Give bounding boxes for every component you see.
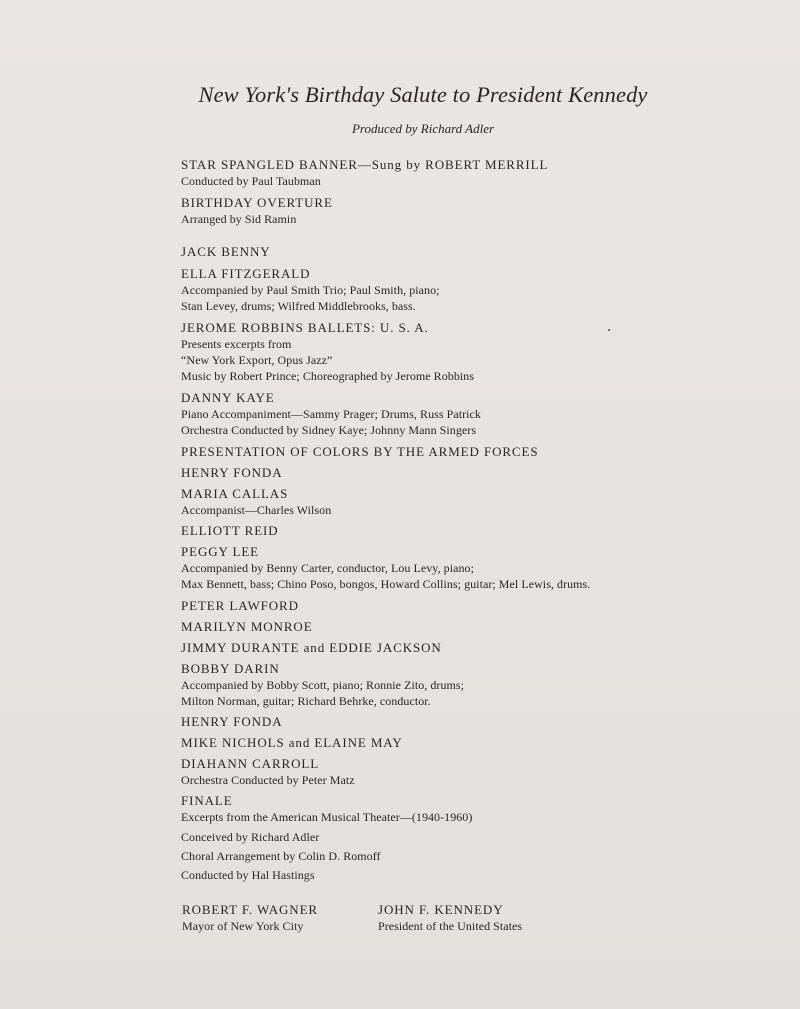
program-entry xyxy=(181,867,781,883)
program-entry xyxy=(181,464,781,481)
program-entry-heading: JEROME ROBBINS BALLETS: U. S. A. xyxy=(181,320,429,335)
program-entry-heading: PEGGY LEE xyxy=(181,544,260,559)
program-entry-heading: DIAHANN CARROLL xyxy=(181,756,320,771)
program-entry-heading: ELLA FITZGERALD xyxy=(181,266,311,281)
program-entry xyxy=(181,485,781,518)
program-entry xyxy=(181,243,781,260)
signature-wagner xyxy=(182,901,318,934)
program-entry-detail: Piano Accompaniment—Sammy Prager; Drums, Russ Patrick xyxy=(181,407,481,421)
program-entry xyxy=(181,829,781,845)
program-entry-detail: Milton Norman, guitar; Richard Behrke, conductor. xyxy=(181,694,431,708)
signature-name: JOHN F. KENNEDY xyxy=(378,902,504,917)
program-entry-heading: JACK BENNY xyxy=(181,244,271,259)
program-entry-detail: Conceived by Richard Adler xyxy=(181,830,320,844)
program-entry-detail: “New York Export, Opus Jazz” xyxy=(181,353,333,367)
signature-name: ROBERT F. WAGNER xyxy=(182,902,318,917)
program-entry-detail: Arranged by Sid Ramin xyxy=(181,212,297,226)
program-entry xyxy=(181,389,781,438)
program-entry-detail: Max Bennett, bass; Chino Poso, bongos, Howard Collins; guitar; Mel Lewis, drums. xyxy=(181,577,591,591)
signature-role: Mayor of New York City xyxy=(182,919,304,933)
program-entry-detail: Accompanied by Paul Smith Trio; Paul Smith, piano; xyxy=(181,283,440,297)
program-entry-detail: Orchestra Conducted by Peter Matz xyxy=(181,773,355,787)
program-entry xyxy=(181,848,781,864)
program-entry xyxy=(181,265,781,314)
program-entry-heading: MARIA CALLAS xyxy=(181,486,289,501)
program-entry-heading: PETER LAWFORD xyxy=(181,598,299,613)
program-entry-heading: PRESENTATION OF COLORS BY THE ARMED FORCES xyxy=(181,444,539,459)
program-entry-detail: Stan Levey, drums; Wilfred Middlebrooks, bass. xyxy=(181,299,416,313)
program-entry-detail: Choral Arrangement by Colin D. Romoff xyxy=(181,849,381,863)
program-entry xyxy=(181,792,781,825)
paper-speck xyxy=(608,329,610,331)
program-entry-detail: Conducted by Paul Taubman xyxy=(181,174,321,188)
program-entry xyxy=(181,639,781,656)
producer-credit: Produced by Richard Adler xyxy=(351,121,495,136)
signature-role: President of the United States xyxy=(378,919,523,933)
program-entry xyxy=(181,156,781,189)
program-entry-heading: JIMMY DURANTE and EDDIE JACKSON xyxy=(181,640,442,655)
program-entry xyxy=(181,443,781,460)
program-entry-heading: MARILYN MONROE xyxy=(181,619,313,634)
program-entry xyxy=(181,755,781,788)
program-entry xyxy=(181,734,781,751)
program-entry-detail: Accompanied by Bobby Scott, piano; Ronnie Zito, drums; xyxy=(181,678,465,692)
program-entry-detail: Accompanied by Benny Carter, conductor, Lou Levy, piano; xyxy=(181,561,474,575)
program-entry-detail: Conducted by Hal Hastings xyxy=(181,868,315,882)
page-title: New York's Birthday Salute to President Kennedy xyxy=(198,82,648,107)
program-entry-detail: Orchestra Conducted by Sidney Kaye; Johnny Mann Singers xyxy=(181,423,477,437)
program-entry xyxy=(181,194,781,227)
program-entry xyxy=(181,660,781,709)
program-entry-heading: DANNY KAYE xyxy=(181,390,275,405)
program-entry-detail: Accompanist—Charles Wilson xyxy=(181,503,332,517)
program-entry-heading: ELLIOTT REID xyxy=(181,523,279,538)
program-entry-detail: Excerpts from the American Musical Theater—(1940-1960) xyxy=(181,810,473,824)
program-entry xyxy=(181,618,781,635)
program-entry xyxy=(181,713,781,730)
program-entry xyxy=(181,522,781,539)
program-entry-heading: MIKE NICHOLS and ELAINE MAY xyxy=(181,735,403,750)
signature-kennedy xyxy=(378,901,522,934)
program-entry-detail: Music by Robert Prince; Choreographed by Jerome Robbins xyxy=(181,369,475,383)
program-entry-heading: HENRY FONDA xyxy=(181,465,283,480)
program-entry-heading: BIRTHDAY OVERTURE xyxy=(181,195,333,210)
program-entry-detail: Presents excerpts from xyxy=(181,337,292,351)
program-entry xyxy=(181,597,781,614)
program-entry xyxy=(181,543,781,592)
program-entry-heading: FINALE xyxy=(181,793,233,808)
program-entry xyxy=(181,319,781,384)
program-entry-heading: STAR SPANGLED BANNER—Sung by ROBERT MERRILL xyxy=(181,157,549,172)
program-list xyxy=(181,156,781,883)
program-entry-heading: HENRY FONDA xyxy=(181,714,283,729)
program-entry-heading: BOBBY DARIN xyxy=(181,661,280,676)
